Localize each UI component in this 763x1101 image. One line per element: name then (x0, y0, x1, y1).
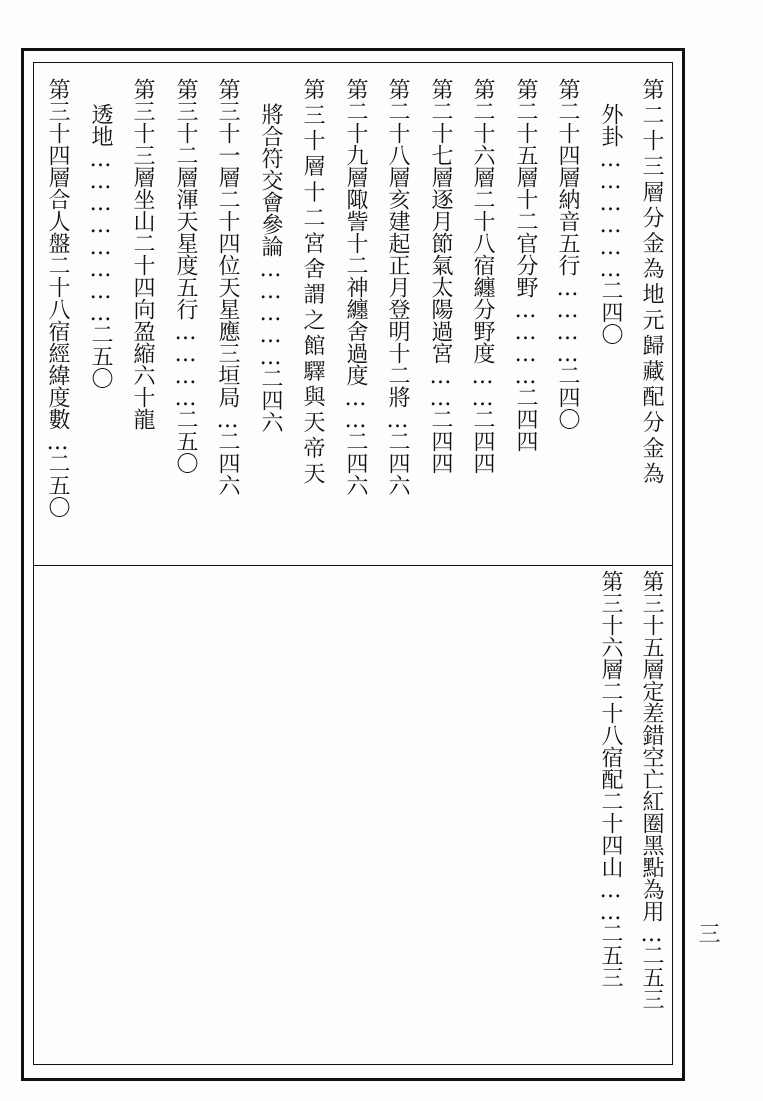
toc-entry-26 (468, 78, 496, 474)
toc-page-number: 二五〇 (88, 323, 113, 389)
toc-entry-title: 第二十三層分金為地元歸藏配分金為 (639, 78, 664, 488)
toc-page-number: 二四〇 (598, 279, 623, 345)
toc-page-number: 二四四 (513, 386, 538, 452)
toc-leader-dots: ………… (173, 320, 198, 408)
toc-entry-27 (426, 78, 454, 474)
toc-entry-title: 第三十五層定差錯空亡紅圈黑點為用 (639, 570, 664, 922)
toc-leader-dots: …… (470, 364, 495, 408)
toc-entry-34 (43, 78, 71, 518)
toc-entry-31 (213, 78, 241, 496)
toc-entry-title: 外卦 (598, 103, 623, 147)
toc-leader-dots: …… (598, 878, 623, 922)
toc-entry-title: 第三十四層合人盤二十八宿經緯度數 (45, 78, 70, 430)
toc-entry-24 (553, 78, 581, 430)
toc-leader-dots: …… (343, 386, 368, 430)
toc-leader-dots: ………… (513, 298, 538, 386)
toc-page-number: 二五〇 (173, 408, 198, 474)
toc-entry-title: 第三十六層二十八宿配二十四山 (598, 570, 623, 878)
toc-leader-dots: … (215, 408, 240, 430)
toc-leader-dots: …………… (258, 257, 283, 367)
toc-leader-dots: ………… (555, 276, 580, 364)
toc-leader-dots: ……………… (598, 147, 623, 279)
toc-entry-title: 第二十六層二十八宿纏分野度 (470, 78, 495, 364)
toc-page-number: 二四四 (428, 408, 453, 474)
toc-leader-dots: … (385, 408, 410, 430)
toc-leader-dots: …………………… (88, 147, 113, 323)
toc-entry-title: 第二十八層亥建起正月登明十二將 (385, 78, 410, 408)
toc-entry-29 (341, 78, 369, 496)
toc-page-number: 二四六 (343, 430, 368, 496)
toc-page-number: 二五三 (639, 944, 664, 1010)
toc-leader-dots: … (45, 430, 70, 452)
toc-entry-title: 第二十五層十二官分野 (513, 78, 538, 298)
toc-entry-25 (511, 78, 539, 452)
toc-page-number: 二四六 (215, 430, 240, 496)
toc-entry-title: 第三十三層坐山二十四向盈縮六十龍 (130, 78, 155, 430)
toc-entry-23 (637, 78, 665, 488)
toc-entry-36 (596, 570, 624, 988)
toc-entry-33-cont (86, 103, 114, 389)
toc-page-number: 二四六 (258, 367, 283, 433)
toc-entry-title: 透地 (88, 103, 113, 147)
toc-entry-35 (637, 570, 665, 1010)
toc-entry-32 (171, 78, 199, 474)
toc-entry-23-cont (596, 103, 624, 345)
toc-page-number: 二四六 (385, 430, 410, 496)
toc-entry-title: 第三十二層渾天星度五行 (173, 78, 198, 320)
toc-entry-title: 第二十九層陬訾十二神纏舍過度 (343, 78, 368, 386)
section-divider (33, 565, 673, 566)
toc-page-number: 二四四 (470, 408, 495, 474)
toc-entry-title: 第二十四層納音五行 (555, 78, 580, 276)
page-folio: 三 (695, 922, 720, 944)
toc-entry-title: 第三十一層二十四位天星應三垣局 (215, 78, 240, 408)
toc-leader-dots: … (639, 922, 664, 944)
toc-entry-33 (128, 78, 156, 430)
toc-leader-dots: …… (428, 364, 453, 408)
toc-entry-title: 將合符交會參論 (258, 103, 283, 257)
toc-entry-30-cont (256, 103, 284, 433)
toc-entry-30 (298, 78, 326, 488)
toc-page-number: 二五三 (598, 922, 623, 988)
toc-entry-title: 第二十七層逐月節氣太陽過宮 (428, 78, 453, 364)
toc-entry-title: 第三十層十二宮舍謂之館驛與天帝天 (300, 78, 325, 488)
toc-entry-28 (383, 78, 411, 496)
toc-page-number: 二四〇 (555, 364, 580, 430)
toc-page-number: 二五〇 (45, 452, 70, 518)
